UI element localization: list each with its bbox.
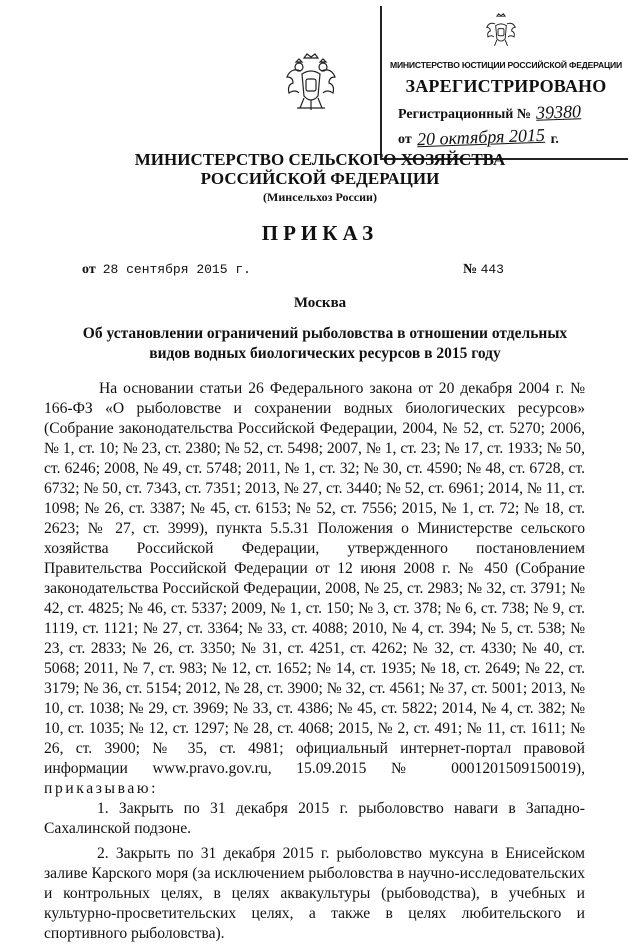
stamp-date-line — [398, 124, 559, 150]
order-date-prefix: от — [82, 262, 96, 277]
order-word: приказываю: — [44, 780, 159, 797]
order-number — [463, 262, 504, 278]
stamp-reg-label: Регистрационный № — [398, 107, 531, 122]
order-date — [82, 262, 251, 278]
ministry-short-name: (Минсельхоз России) — [263, 190, 377, 204]
order-item-2: 2. Закрыть по 31 декабря 2015 г. рыболовство муксуна в Енисейском заливе Карского моря (за исключением рыболовства в научно-исследовательских и контрольных целях, в целях аквакультуры (рыбоводства), в учебных и культурно-просветительских целях, а также в целях любительского и спортивного рыболовства). — [44, 845, 585, 942]
document-body — [44, 379, 585, 944]
order-number-value: 443 — [480, 262, 504, 277]
stamp-date-suffix: г. — [550, 132, 559, 147]
stamp-registration-line — [398, 102, 583, 123]
order-item-1: 1. Закрыть по 31 декабря 2015 г. рыболовство наваги в Западно-Сахалинской подзоне. — [44, 800, 585, 837]
preamble-text: На основании статьи 26 Федерального закона от 20 декабря 2004 г. № 166-ФЗ «О рыболовстве и сохранении водных биологических ресурсов» (Собрание законодательства Российской Федерации, 2004, № 52, ст. 5270; 2006, № 1, ст. 10; № 23, ст. 2380; № 52, ст. 5498; 2007, № 1, ст. 23; № 17, ст. 1933; № 50, ст. 6246; 2008, № 49, ст. 5748; 2011, № 1, ст. 32; № 30, ст. 4590; № 48, ст. 6728, ст. 6732; № 50, ст. 7343, ст. 7351; 2013, № 27, ст. 3440; № 52, ст. 6961; 2014, № 11, ст. 1098; № 26, ст. 3387; № 45, ст. 6153; № 52, ст. 7556; 2015, № 1, ст. 72; № 18, ст. 2623; № 27, ст. 3999), пункта 5.5.31 Положения о Министерстве сельского хозяйства Российской Федерации, утвержденного постановлением Правительства Российской Федерации от 12 июня 2008 г. № 450 (Собрание законодательства Российской Федерации, 2008, № 25, ст. 2983; № 32, ст. 3791; № 42, ст. 4825; № 46, ст. 5337; 2009, № 1, ст. 150; № 3, ст. 378; № 6, ст. 738; № 9, ст. 1119, ст. 1121; № 27, ст. 3364; № 33, ст. 4088; 2010, № 4, ст. 394; № 5, ст. 538; № 23, ст. 2833; № 26, ст. 3350; № 31, ст. 4251, ст. 4262; № 32, ст. 4330; № 40, ст. 5068; 2011, № 7, ст. 983; № 12, ст. 1652; № 14, ст. 1935; № 18, ст. 2649; № 22, ст. 3179; № 36, ст. 5154; 2012, № 28, ст. 3900; № 32, ст. 4561; № 37, ст. 5001; 2013, № 10, ст. 1038; № 29, ст. 3969; № 33, ст. 4386; № 45, ст. 5822; 2014, № 4, ст. 382; № 10, ст. 1035; № 12, ст. 1297; № 28, ст. 4068; 2015, № 2, ст. 491; № 11, ст. 1611; № 26, ст. 3900; № 35, ст. 4981; официальный интернет-портал правовой информации www.pravo.gov.ru, 15.09.2015 № 0001201509150019), — [44, 380, 585, 777]
stamp-reg-number: 39380 — [536, 101, 582, 123]
registration-stamp — [380, 6, 628, 160]
preamble-paragraph — [44, 379, 585, 799]
order-number-prefix: № — [463, 262, 478, 277]
state-emblem-icon — [284, 52, 338, 114]
order-subject — [80, 324, 570, 364]
order-subject-line1: Об установлении ограничений рыболовства в отношении отдельных — [82, 325, 568, 342]
order-subject-line2: видов водных биологических ресурсов в 2015 году — [149, 345, 501, 362]
stamp-emblem-icon — [485, 12, 517, 50]
ministry-name-line1: МИНИСТЕРСТВО СЕЛЬСКОГО ХОЗЯЙСТВА — [134, 150, 506, 169]
stamp-ministry-name: МИНИСТЕРСТВО ЮСТИЦИИ РОССИЙСКОЙ ФЕДЕРАЦИИ — [389, 60, 622, 70]
stamp-date-prefix: от — [398, 132, 412, 147]
ministry-header — [0, 150, 640, 206]
ministry-name-line2: РОССИЙСКОЙ ФЕДЕРАЦИИ — [200, 169, 440, 188]
order-city: Москва — [293, 295, 347, 311]
stamp-date: 20 октября 2015 — [416, 124, 546, 150]
order-date-value: 28 сентября 2015 г. — [102, 262, 251, 277]
document-title: ПРИКАЗ — [261, 221, 379, 245]
stamp-status: ЗАРЕГИСТРИРОВАНО — [405, 76, 607, 96]
